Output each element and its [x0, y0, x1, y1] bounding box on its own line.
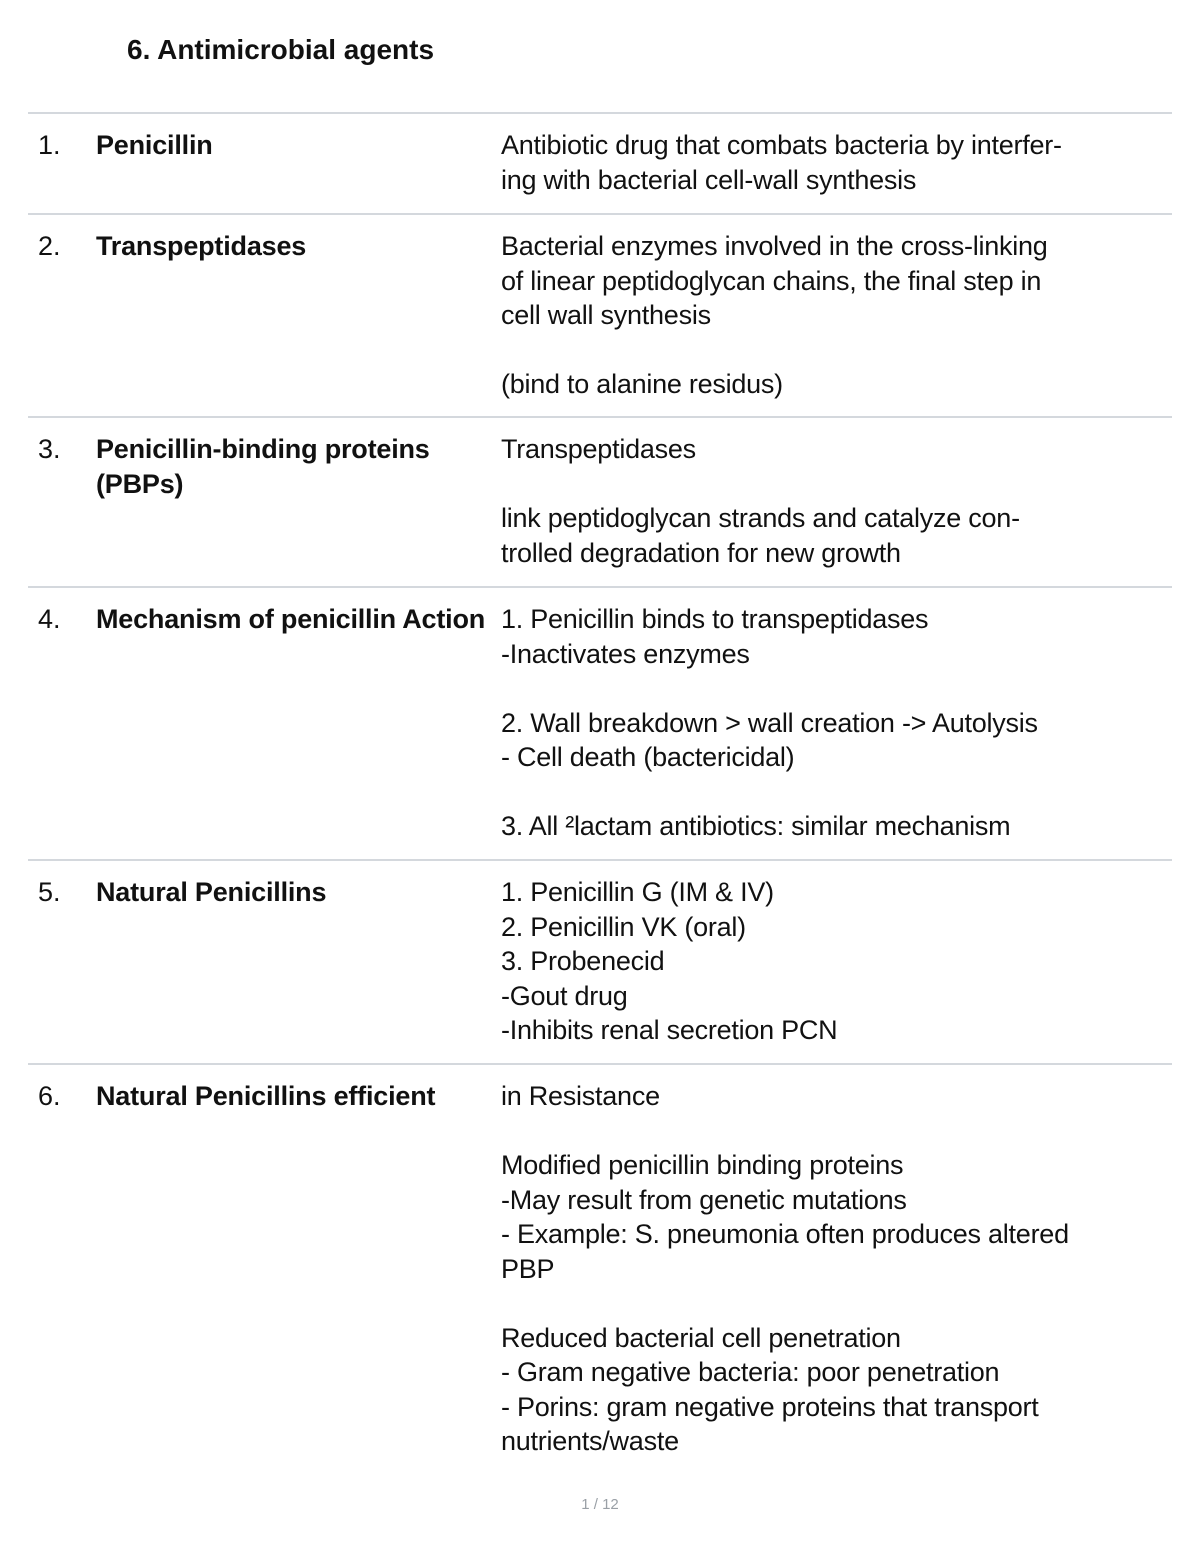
definition-line: nutrients/waste: [501, 1426, 679, 1456]
row-definition: [501, 875, 1169, 1048]
row-term: Natural Penicillins efficient: [96, 1081, 436, 1111]
definition-line: link peptidoglycan strands and catalyze con-: [501, 503, 1020, 533]
flashcard-row: [28, 114, 1172, 215]
definition-line: Bacterial enzymes involved in the cross-linking: [501, 231, 1048, 261]
row-number: 4.: [38, 604, 61, 634]
row-definition: [501, 432, 1169, 570]
definition-paragraph: [501, 367, 1169, 402]
definition-line: Transpeptidases: [501, 434, 696, 464]
row-definition: [501, 1079, 1169, 1459]
definition-line: -Inhibits renal secretion PCN: [501, 1015, 838, 1045]
flashcard-list: [28, 112, 1172, 1465]
definition-paragraph: [501, 809, 1169, 844]
flashcard-row: [28, 1065, 1172, 1465]
definition-paragraph: [501, 1148, 1169, 1286]
definition-line: trolled degradation for new growth: [501, 537, 901, 568]
row-term: Penicillin-binding proteins (PBPs): [96, 434, 430, 499]
definition-line: - Porins: gram negative proteins that transport: [501, 1391, 1039, 1422]
definition-paragraph: [501, 1079, 1169, 1114]
page-title: 6. Antimicrobial agents: [127, 34, 435, 65]
flashcard-row: [28, 588, 1172, 861]
row-number: 6.: [38, 1081, 61, 1111]
definition-line: -Gout drug: [501, 980, 628, 1011]
row-definition: [501, 229, 1169, 402]
definition-line: cell wall synthesis: [501, 300, 711, 330]
row-definition: [501, 602, 1169, 844]
definition-line: 3. Probenecid: [501, 946, 665, 976]
definition-paragraph: [501, 229, 1169, 333]
definition-line: in Resistance: [501, 1081, 660, 1111]
definition-paragraph: [501, 1321, 1169, 1459]
definition-line: 2. Penicillin VK (oral): [501, 911, 746, 942]
flashcard-row: [28, 418, 1172, 588]
definition-line: -Inactivates enzymes: [501, 638, 750, 669]
definition-line: 2. Wall breakdown > wall creation -> Autolysis: [501, 707, 1038, 738]
row-term: Mechanism of penicillin Action: [96, 604, 486, 634]
definition-paragraph: [501, 706, 1169, 775]
flashcard-row: [28, 215, 1172, 418]
definition-line: Antibiotic drug that combats bacteria by interfer-: [501, 130, 1062, 160]
row-number: 3.: [38, 434, 61, 464]
row-number: 1.: [38, 130, 61, 160]
row-number: 2.: [38, 231, 61, 261]
page-indicator: 1 / 12: [581, 1496, 619, 1513]
definition-line: 1. Penicillin G (IM & IV): [501, 877, 774, 907]
definition-line: PBP: [501, 1253, 555, 1284]
definition-line: 3. All ²lactam antibiotics: similar mechanism: [501, 811, 1011, 841]
row-term: Transpeptidases: [96, 231, 307, 261]
row-number: 5.: [38, 877, 61, 907]
definition-line: ing with bacterial cell-wall synthesis: [501, 164, 917, 195]
definition-line: - Gram negative bacteria: poor penetration: [501, 1357, 1000, 1387]
definition-line: Reduced bacterial cell penetration: [501, 1322, 901, 1353]
definition-paragraph: [501, 501, 1169, 570]
definition-paragraph: [501, 602, 1169, 671]
row-term: Penicillin: [96, 130, 213, 160]
row-term: Natural Penicillins: [96, 877, 327, 907]
definition-paragraph: [501, 875, 1169, 1048]
definition-line: - Example: S. pneumonia often produces altered: [501, 1219, 1069, 1249]
definition-line: of linear peptidoglycan chains, the final step in: [501, 265, 1042, 296]
definition-paragraph: [501, 432, 1169, 467]
definition-line: (bind to alanine residus): [501, 369, 783, 399]
definition-line: - Cell death (bactericidal): [501, 742, 795, 772]
definition-line: -May result from genetic mutations: [501, 1184, 907, 1215]
definition-line: Modified penicillin binding proteins: [501, 1150, 904, 1180]
definition-line: 1. Penicillin binds to transpeptidases: [501, 604, 929, 634]
definition-paragraph: [501, 128, 1169, 197]
flashcard-row: [28, 861, 1172, 1065]
row-definition: [501, 128, 1169, 197]
